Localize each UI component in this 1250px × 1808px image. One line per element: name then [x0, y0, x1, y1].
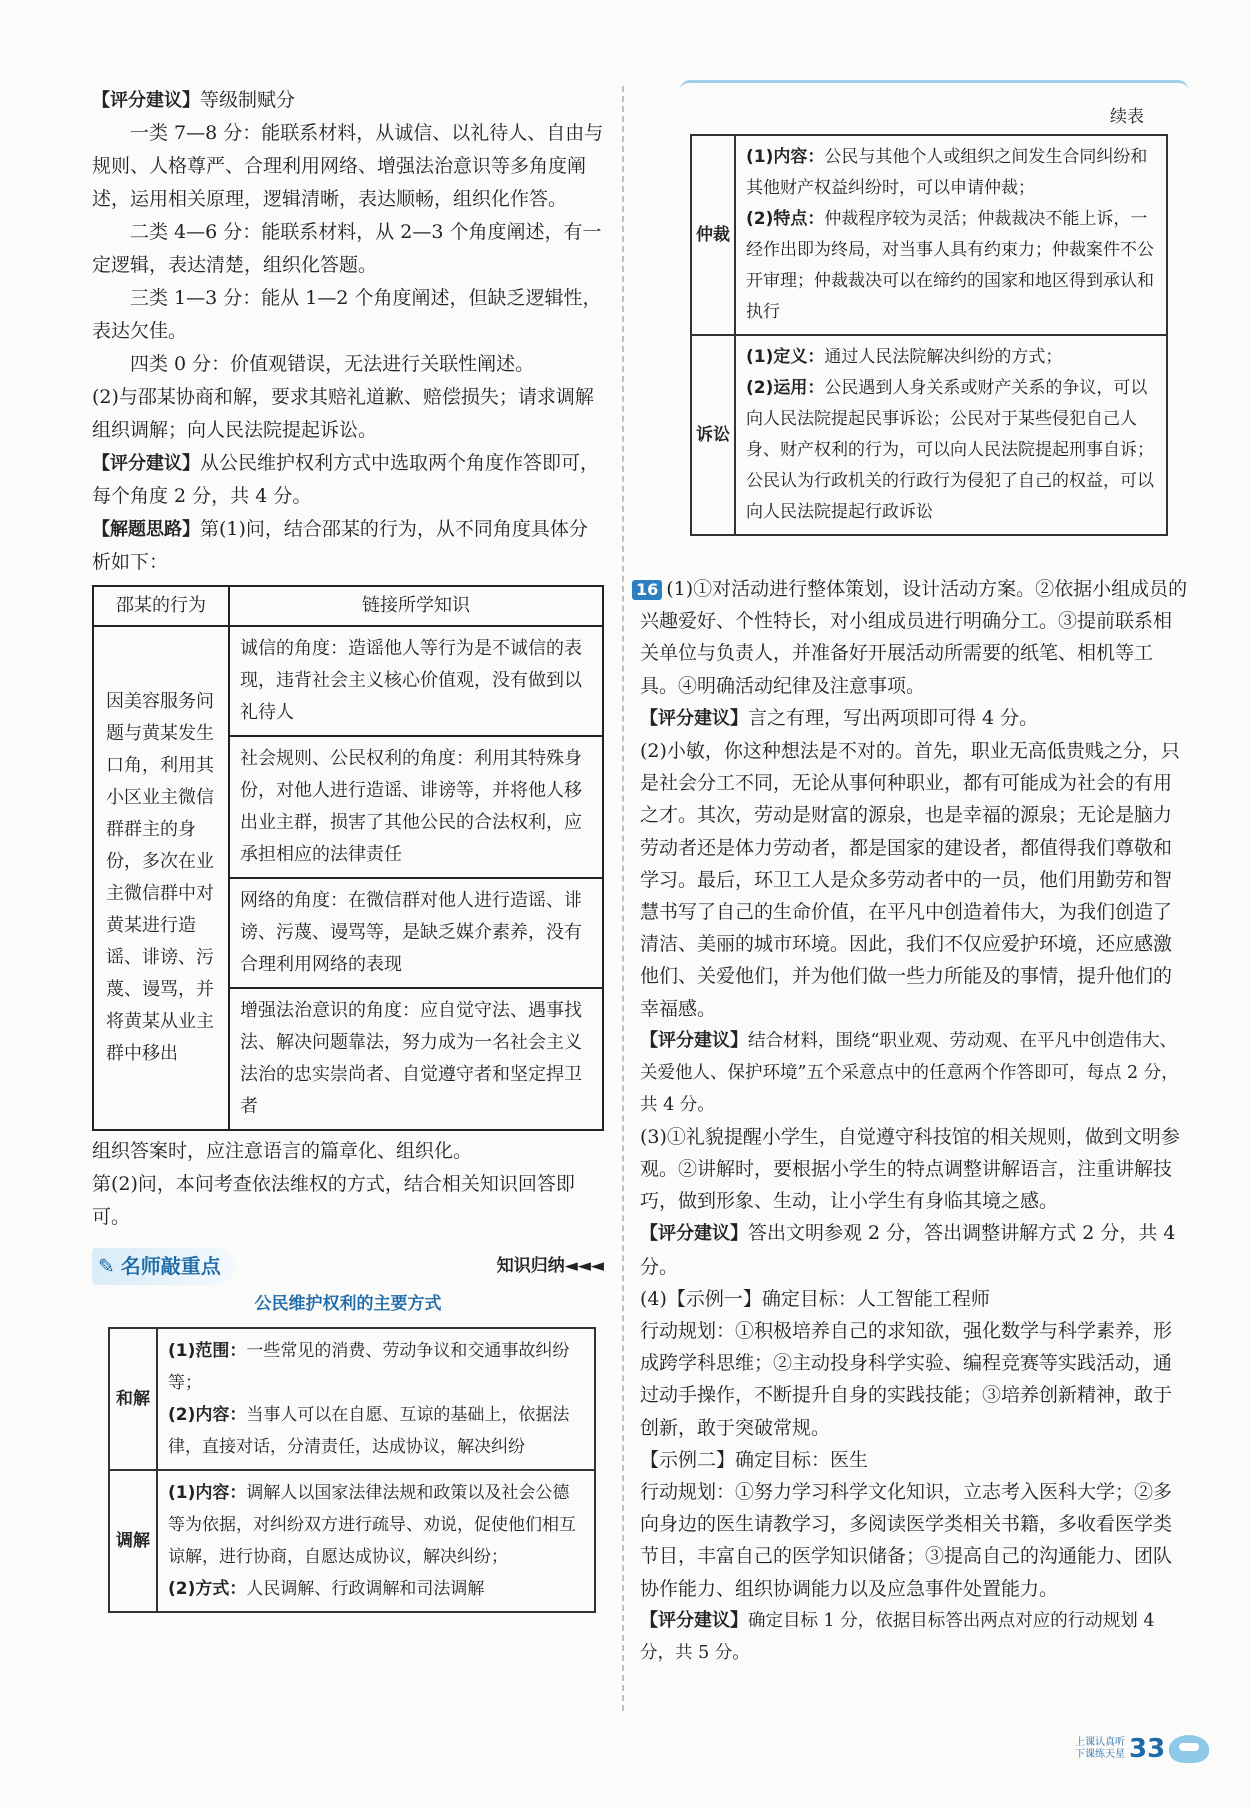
scoring-note: 【评分建议】确定目标 1 分，依据目标答出两点对应的行动规划 4 分，共 5 分。 — [640, 1609, 1155, 1663]
behavior-knowledge-table — [92, 585, 604, 1131]
answer-16-1: 16 (1)①对活动进行整体策划，设计活动方案。②依据小组成员的兴趣爱好、个性特长，对小组成员进行明确分工。③提前联系相关单位与负责人，并准备好开展活动所需要的纸笔、相机等工具。④明确活动纪律及注意事项。 — [640, 573, 1188, 702]
answer-16-4-example-1: (4)【示例一】确定目标：人工智能工程师 — [640, 1287, 990, 1310]
knowledge-cell: 诚信的角度：造谣他人等行为是不诚信的表现，违背社会主义核心价值观，没有做到以礼待人 — [229, 626, 603, 736]
column-divider — [622, 86, 624, 1711]
answer-2: (2)与邵某协商和解，要求其赔礼道歉、赔偿损失；请求调解组织调解；向人民法院提起诉讼。 — [92, 386, 594, 441]
method-content: (1)定义：通过人民法院解决纠纷的方式； (2)运用：公民遇到人身关系或财产关系的争议，可以向人民法院提起民事诉讼；公民对于某些侵犯自己人身、财产权利的行为，可以向人民法院提起刑事自诉；公民认为行政机关的行政行为侵犯了自己的权益，可以向人民法院提起行政诉讼 — [735, 335, 1167, 535]
grade-4: 四类 0 分：价值观错误，无法进行关联性阐述。 — [130, 353, 535, 375]
question-number: 16 — [632, 580, 662, 600]
scoring-note-2: 【评分建议】从公民维护权利方式中选取两个角度作答即可，每个角度 2 分，共 4 分。 — [92, 452, 600, 507]
rights-methods-table — [108, 1327, 596, 1613]
behavior-cell: 因美容服务问题与黄某发生口角，利用其小区业主微信群群主的身份，多次在业主微信群中对黄某进行造谣、诽谤、污蔑、谩骂，并将黄某从业主群中移出 — [93, 626, 229, 1130]
method-content: (1)范围：一些常见的消费、劳动争议和交通事故纠纷等； (2)内容：当事人可以在自愿、互谅的基础上，依据法律，直接对话，分清责任，达成协议，解决纠纷 — [157, 1328, 595, 1470]
method-content: (1)内容：调解人以国家法律法规和政策以及社会公德等为依据，对纠纷双方进行疏导、劝说，促使他们相互谅解，进行协商，自愿达成协议，解决纠纷； (2)方式：人民调解、行政调解和司法调解 — [157, 1470, 595, 1612]
table-header: 邵某的行为 — [93, 586, 229, 626]
grade-2: 二类 4—6 分：能联系材料，从 2—3 个角度阐述，有一定逻辑，表达清楚，组织化答题。 — [92, 221, 602, 276]
footer-slogan: 上课认真听 下课练天星 — [1075, 1737, 1125, 1760]
solution-idea: 【解题思路】第(1)问，结合邵某的行为，从不同角度具体分析如下： — [92, 518, 588, 573]
left-column — [92, 84, 604, 1613]
answer-16-3: (3)①礼貌提醒小学生，自觉遵守科技馆的相关规则，做到文明参观。②讲解时，要根据小学生的特点调整讲解语言，注重讲解技巧，做到形象、生动，让小学生有身临其境之感。 — [640, 1125, 1180, 1213]
answer-16-4-plan-2: 行动规划：①努力学习科学文化知识，立志考入医科大学；②多向身边的医生请教学习，多阅读医学类相关书籍，多收看医学类节目，丰富自己的医学知识储备；③提高自己的沟通能力、团队协作能力、组织协调能力以及应急事件处置能力。 — [640, 1481, 1173, 1600]
table-header: 链接所学知识 — [229, 586, 603, 626]
note-organize: 组织答案时，应注意语言的篇章化、组织化。 — [92, 1140, 473, 1162]
knowledge-summary-label: 知识归纳◄◄◄ — [496, 1255, 604, 1276]
mascot-icon — [1169, 1735, 1209, 1763]
knowledge-cell: 社会规则、公民权利的角度：利用其特殊身份，对他人进行造谣、诽谤等，并将他人移出业主群，损害了其他公民的合法权利，应承担相应的法律责任 — [229, 736, 603, 878]
note-q2: 第(2)问，本问考查依法维权的方式，结合相关知识回答即可。 — [92, 1173, 575, 1228]
method-label: 仲裁 — [691, 135, 735, 335]
table-title: 公民维护权利的主要方式 — [254, 1294, 442, 1314]
tip-header — [92, 1246, 604, 1286]
rights-methods-table-continued — [690, 134, 1168, 536]
grade-1: 一类 7—8 分：能联系材料，从诚信、以礼待人、自由与规则、人格尊严、合理利用网络、增强法治意识等多角度阐述，运用相关原理，逻辑清晰，表达顺畅，组织化作答。 — [92, 122, 604, 210]
answer-16 — [636, 573, 1188, 1669]
answer-16-2: (2)小敏，你这种想法是不对的。首先，职业无高低贵贱之分，只是社会分工不同，无论从事何种职业，都有可能成为社会的有用之才。其次，劳动是财富的源泉，也是幸福的源泉；无论是脑力劳动者还是体力劳动者，都是国家的建设者，都值得我们尊敬和学习。最后，环卫工人是众多劳动者中的一员，他们用勤劳和智慧书写了自己的生命价值，在平凡中创造着伟大，为我们创造了清洁、美丽的城市环境。因此，我们不仅应爱护环境，还应感激他们、关爱他们，并为他们做一些力所能及的事情，提升他们的幸福感。 — [640, 740, 1180, 1020]
answer-16-4-plan-1: 行动规划：①积极培养自己的求知欲，强化数学与科学素养，形成跨学科思维；②主动投身科学实验、编程竞赛等实践活动，通过动手操作，不断提升自身的实践技能；③培养创新精神，敢于创新，敢于突破常规。 — [640, 1320, 1173, 1439]
hammer-icon: ✎ — [98, 1253, 115, 1278]
method-label: 调解 — [109, 1470, 157, 1612]
grade-3: 三类 1—3 分：能从 1—2 个角度阐述，但缺乏逻辑性，表达欠佳。 — [92, 287, 602, 342]
method-label: 和解 — [109, 1328, 157, 1470]
continued-label: 续表 — [1110, 107, 1144, 127]
scoring-note: 【评分建议】答出文明参观 2 分，答出调整讲解方式 2 分，共 4 分。 — [640, 1222, 1176, 1278]
method-content: (1)内容：公民与其他个人或组织之间发生合同纠纷和其他财产权益纠纷时，可以申请仲裁； (2)特点：仲裁程序较为灵活；仲裁裁决不能上诉，一经作出即为终局，对当事人具有约束力；仲裁案件不公开审理；仲裁裁决可以在缔约的国家和地区得到承认和执行 — [735, 135, 1167, 335]
knowledge-cell: 增强法治意识的角度：应自觉守法、遇事找法、解决问题靠法，努力成为一名社会主义法治的忠实崇尚者、自觉遵守者和坚定捍卫者 — [229, 988, 603, 1130]
tip-badge: ✎ 名师敲重点 — [92, 1248, 235, 1285]
knowledge-cell: 网络的角度：在微信群对他人进行造谣、诽谤、污蔑、谩骂等，是缺乏媒介素养，没有合理利用网络的表现 — [229, 878, 603, 988]
page-footer — [1075, 1734, 1209, 1764]
answer-16-4-example-2: 【示例二】确定目标：医生 — [640, 1448, 869, 1471]
method-label: 诉讼 — [691, 335, 735, 535]
scoring-note-1: 【评分建议】等级制赋分 — [92, 89, 296, 111]
page-number: 33 — [1129, 1734, 1166, 1764]
scoring-note: 【评分建议】言之有理，写出两项即可得 4 分。 — [640, 706, 1039, 729]
scoring-note: 【评分建议】结合材料，围绕“职业观、劳动观、在平凡中创造伟大、关爱他人、保护环境”五个采意点中的任意两个作答即可，每点 2 分，共 4 分。 — [640, 1029, 1179, 1115]
